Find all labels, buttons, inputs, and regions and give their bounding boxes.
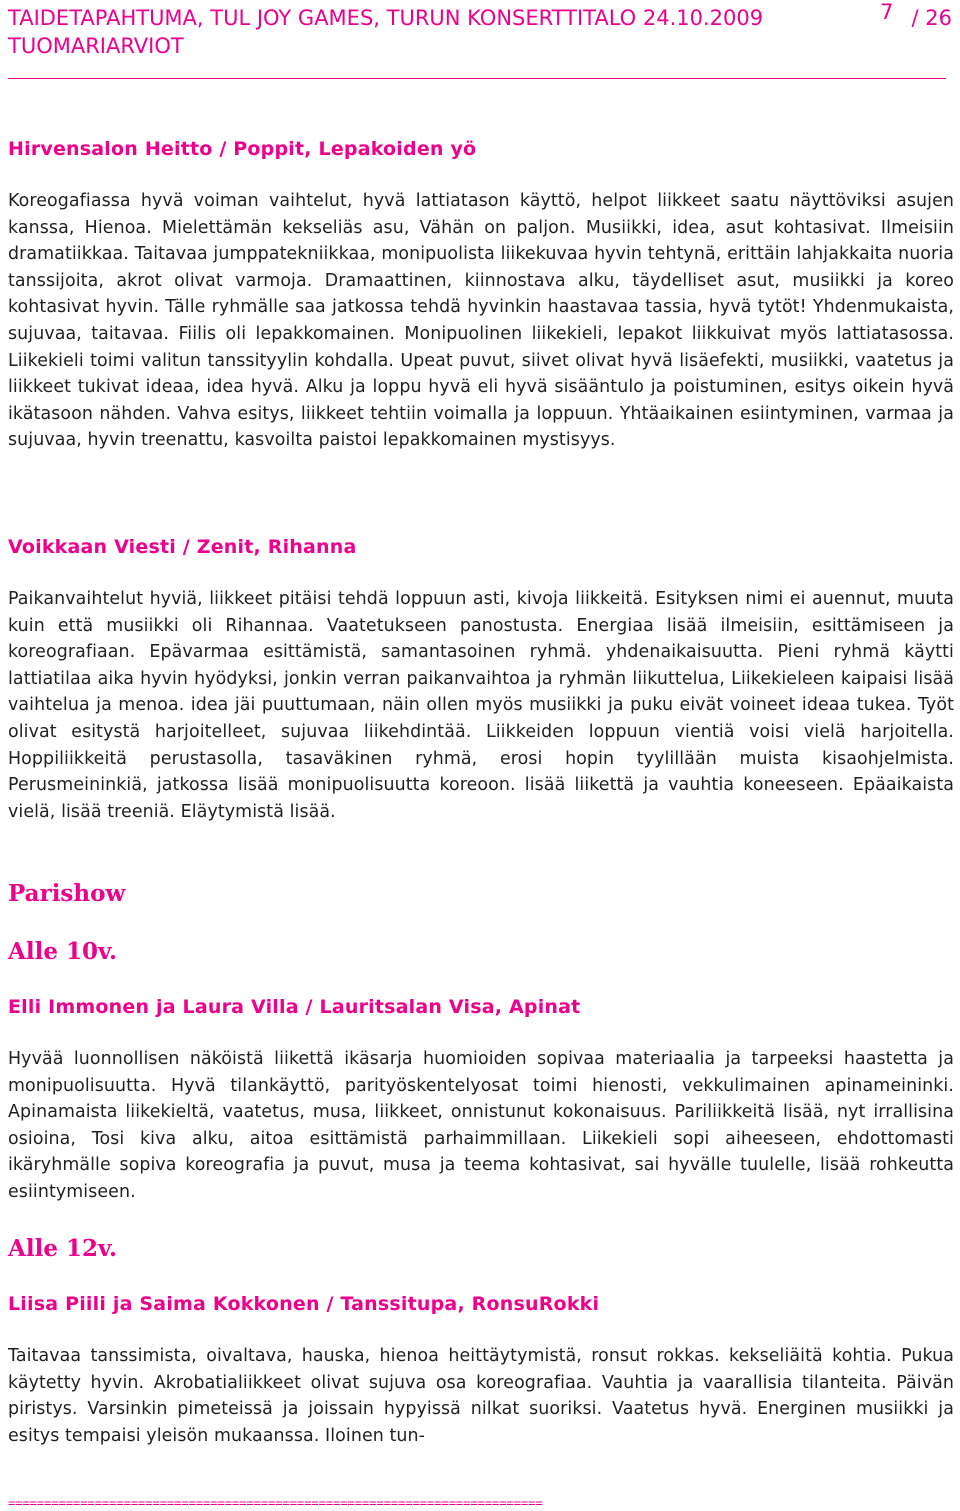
section-title: TUOMARIARVIOT (8, 34, 184, 58)
page-number (880, 0, 952, 32)
entry-text: Taitavaa tanssimista, oivaltava, hauska, hienoa heittäytymistä, ronsut rokkas. kekseliäitä kohtia. Pukua käytetty hyvin. Akrobatialiikkeet olivat sujuva osa koreografiaa. Vauhtia ja vaarallisia tilanteita. Päivän piristys. Varsinkin pimeteissä ja joissain hypyissä nilkat suoriksi. Vaatetus hyvä. Energinen musiikki ja esitys tempaisi yleisön mukaanssa. Iloinen tun- (8, 1346, 954, 1446)
event-title: TAIDETAPAHTUMA, TUL JOY GAMES, TURUN KONSERTTITALO 24.10.2009 (8, 6, 764, 30)
page-total: / 26 (911, 6, 952, 30)
age-group-heading: Alle 10v. (8, 938, 118, 965)
entry-text: Hyvää luonnollisen näköistä liikettä ikäsarja huomioiden sopivaa materiaalia ja tarpeeksi haastetta ja monipuolisuutta. Hyvä tilankäyttö, parityöskentelyosat toimi hienosti, vekkulimainen apinameininki. Apinamaista liikekieltä, vaatetus, musa, liikkeet, onnistunut kokonaisuus. Pariliikkeitä lisää, nyt irrallisina osioina, Tosi kiva alku, aitoa esittämistä parhaimmillaan. Liikekieli sopi aiheeseen, ehdottomasti ikäryhmälle sopiva koreografia ja puvut, musa ja teema kohtasivat, sai hyvälle tuulelle, lisää rohkeutta esiintymiseen. (8, 1049, 954, 1202)
footer-divider: ========================================================================== (8, 1496, 543, 1510)
entry-title: Hirvensalon Heitto / Poppit, Lepakoiden yö (8, 138, 477, 160)
category-heading: Parishow (8, 880, 126, 907)
age-group-heading: Alle 12v. (8, 1235, 118, 1262)
entry-title: Voikkaan Viesti / Zenit, Rihanna (8, 536, 357, 558)
page-current: 7 (880, 0, 894, 24)
entry-title: Elli Immonen ja Laura Villa / Lauritsalan Visa, Apinat (8, 996, 581, 1018)
entry-text: Koreogafiassa hyvä voiman vaihtelut, hyvä lattiatason käyttö, helpot liikkeet saatu näyttöviksi asujen kanssa, Hienoa. Mielettämän kekseliäs asu, Vähän on paljon. Musiikki, idea, asut kohtasivat. Ilmeisiin dramatiikkaa. Taitavaa jumppatekniikkaa, monipuolista liikekuvaa hyvin tehtynä, erittäin lahjakkaita nuoria tanssijoita, akrot olivat varmoja. Dramaattinen, kiinnostava alku, täydelliset asut, musiikki ja koreo kohtasivat hyvin. Tälle ryhmälle saa jatkossa tehdä hyvinkin haastavaa tassia, hyvä tytöt! Yhdenmukaista, sujuvaa, taitavaa. Fiilis oli lepakkomainen. Monipuolinen liikekieli, lepakot liikkuivat myös lattiatasossa. Liikekieli toimi valitun tanssityylin kohdalla. Upeat puvut, siivet olivat hyvä lisäefekti, musiikki, vaatetus ja liikkeet tukivat ideaa, idea hyvä. Alku ja loppu hyvä eli hyvä sisääntulo ja poistuminen, esitys oikein hyvä ikätasoon nähden. Vahva esitys, liikkeet tehtiin voimalla ja loppuun. Yhtäaikainen esiintyminen, varmaa ja sujuvaa, hyvin treenattu, kasvoilta paistoi lepakkomainen mystisyys. (8, 191, 954, 451)
header-divider (8, 78, 946, 79)
page-header (8, 0, 952, 60)
entry-text: Paikanvaihtelut hyviä, liikkeet pitäisi tehdä loppuun asti, kivoja liikkeitä. Esityksen nimi ei auennut, muuta kuin että musiikki oli Rihannaa. Vaatetukseen panostusta. Energiaa lisää ilmeisiin, esittämiseen ja koreografiaan. Epävarmaa esittämistä, samantasoinen ryhmä. yhdenaikaisuutta. Pieni ryhmä käytti lattiatilaa aika hyvin hyödyksi, jonkin verran paikanvaihtoa ja ryhmän liikuttelua, Liikekieleen kaipaisi lisää vaihtelua ja menoa. idea jäi puuttumaan, näin ollen myös musiikki ja puku eivät voineet ideaa tukea. Työt olivat esitystä harjoitelleet, sujuvaa liikehdintää. Liikkeiden loppuun vientiä voisi vielä harjoitella. Hoppiliikkeitä perustasolla, tasaväkinen ryhmä, erosi hopin tyylillään muista kisaohjelmista. Perusmeininkiä, jatkossa lisää monipuolisuutta koreoon. lisää liikettä ja vauhtia koneeseen. Epäaikaista vielä, lisää treeniä. Eläytymistä lisää. (8, 589, 954, 822)
entry-title: Liisa Piili ja Saima Kokkonen / Tanssitupa, RonsuRokki (8, 1293, 600, 1315)
